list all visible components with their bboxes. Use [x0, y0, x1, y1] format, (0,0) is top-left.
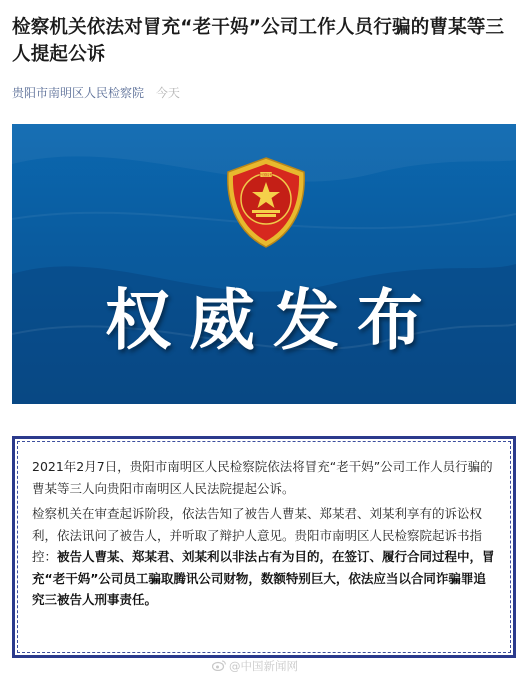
article-meta — [12, 84, 180, 101]
notice-paragraph-2-text: 检察机关在审查起诉阶段，依法告知了被告人曹某、郑某君、刘某利享有的诉讼权利，依法讯问了被告人，并听取了辩护人意见。贵阳市南明区人民检察院起诉书指控： — [32, 506, 483, 564]
notice-body — [17, 441, 511, 653]
article-title: 检察机关依法对冒充“老干妈”公司工作人员行骗的曹某等三人提起公诉 — [12, 17, 505, 65]
notice-paragraph-2-bold: 被告人曹某、郑某君、刘某利以非法占有为目的，在签订、履行合同过程中，冒充“老干妈”公司员工骗取腾讯公司财物，数额特别巨大，依法应当以合同诈骗罪追究三被告人刑事责任。 — [32, 549, 495, 607]
watermark-text: @中国新闻网 — [229, 659, 298, 673]
banner-headline: 权威发布 — [105, 281, 441, 359]
notice-paragraph-1: 2021年2月7日，贵阳市南明区人民检察院依法将冒充“老干妈”公司工作人员行骗的曹某等三人向贵阳市南明区人民法院提起公诉。 — [32, 459, 493, 496]
notice-paragraph-2 — [32, 503, 496, 611]
watermark — [212, 658, 298, 674]
procuratorate-emblem-icon — [216, 152, 316, 252]
notice-box — [12, 436, 516, 658]
source-link[interactable]: 贵阳市南明区人民检察院 — [12, 86, 145, 100]
publish-time: 今天 — [155, 86, 180, 100]
banner-image — [12, 124, 516, 404]
weibo-icon — [212, 660, 226, 671]
emblem-text: 中国检察 — [259, 173, 273, 177]
